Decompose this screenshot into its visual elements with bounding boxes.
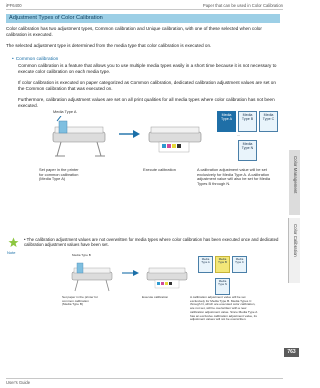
caption-result: A calibration adjustment value will be set exclusively for Media Type A. A calibration adjustment value will also be set for Media Types B through N. — [197, 167, 271, 186]
caption2-result: A calibration adjustment value will be set exclusively for Media Type B. Media Types C through N, which are executed color calibration, are not set, will be overwritten with a new calibration adjustment value. Since Media Type A has an exclusive calibration adjustment value, its adjustment values will not be overwritten. — [190, 295, 258, 322]
intro-paragraph-2: The selected adjustment type is determined from the media type that color calibration is executed on. — [6, 43, 212, 48]
note-body: The calibration adjustment values are not overwritten for media types where color calibration has been executed once and dedicated calibration adjustment values have been set. — [24, 237, 279, 248]
note-icon — [8, 237, 19, 248]
diagram-ellipsis: ... — [237, 132, 241, 137]
header-model: iPF6400 — [6, 3, 22, 8]
caption-set-paper: Set paper in the printer for common calibration (Media Type A) — [39, 167, 79, 182]
caption2-execute: Execute calibration — [142, 295, 169, 299]
bullet-paragraph-3: Furthermore, calibration adjustment values are set on all print qualities for all media types where color calibration has not been executed. — [18, 97, 275, 108]
common-calibration-diagram — [35, 108, 275, 208]
media-box-b-small: Media Type B — [215, 256, 230, 273]
printer-illustration — [43, 116, 113, 158]
media-type-b-label: Media Type B — [72, 253, 91, 257]
side-tab-label-1: Color Management — [293, 156, 298, 194]
media-box-c: Media Type C — [259, 111, 278, 132]
media-box-n-small: Media Type N — [215, 278, 230, 295]
note-label: Note — [7, 250, 16, 255]
footer-divider — [6, 378, 283, 379]
caption2-set-paper: Set paper in the printer for common calibration (Media Type B) — [62, 295, 98, 307]
media-box-a-small: Media Type A — [198, 256, 213, 273]
bullet-dot-icon: • — [12, 57, 14, 62]
media-box-c-small: Media Type C — [232, 256, 247, 273]
arrow-icon — [122, 270, 140, 276]
footer-text: User's Guide — [6, 380, 31, 385]
caption-execute: Execute calibration — [143, 167, 176, 172]
intro-paragraph-1: Color calibration has two adjustment types, Common calibration and Unique calibration, with one of these selected when color calibration is executed. — [6, 26, 262, 37]
printer-calibrating-illustration — [143, 116, 207, 158]
printer-illustration-small — [64, 259, 118, 293]
printer-calibrating-illustration-small — [142, 259, 192, 293]
header-divider — [6, 9, 283, 10]
note-diagram — [60, 252, 270, 334]
arrow-icon — [119, 130, 141, 138]
media-box-n: Media Type N — [238, 140, 257, 161]
page-number: 763 — [284, 348, 299, 357]
bullet-common-calibration — [12, 57, 58, 62]
bullet-paragraph-2: If color calibration is executed on paper categorized as Common calibration, dedicated calibration adjustment values are set on the Common calibration that was executed on. — [18, 80, 276, 91]
header-breadcrumb: Paper that can be used in Color Calibration — [202, 3, 283, 8]
media-box-b: Media Type B — [238, 111, 257, 132]
media-type-a-label: Media Type A — [53, 109, 77, 114]
side-tab-label-2: Color Calibration — [293, 224, 298, 257]
section-title: Adjustment Types of Color Calibration — [6, 14, 280, 23]
note-text: • The calibration adjustment values are not overwritten for media types where color calibration has been executed once and dedicated calibration adjustment values have been set. — [24, 237, 279, 248]
bullet-title-text: Common calibration — [15, 57, 59, 62]
media-box-a: Media Type A — [217, 111, 236, 132]
bullet-paragraph-1: Common calibration is a feature that allows you to use multiple media types easily in a short time because it is not necessary to execute color calibration on each media type. — [18, 63, 277, 74]
